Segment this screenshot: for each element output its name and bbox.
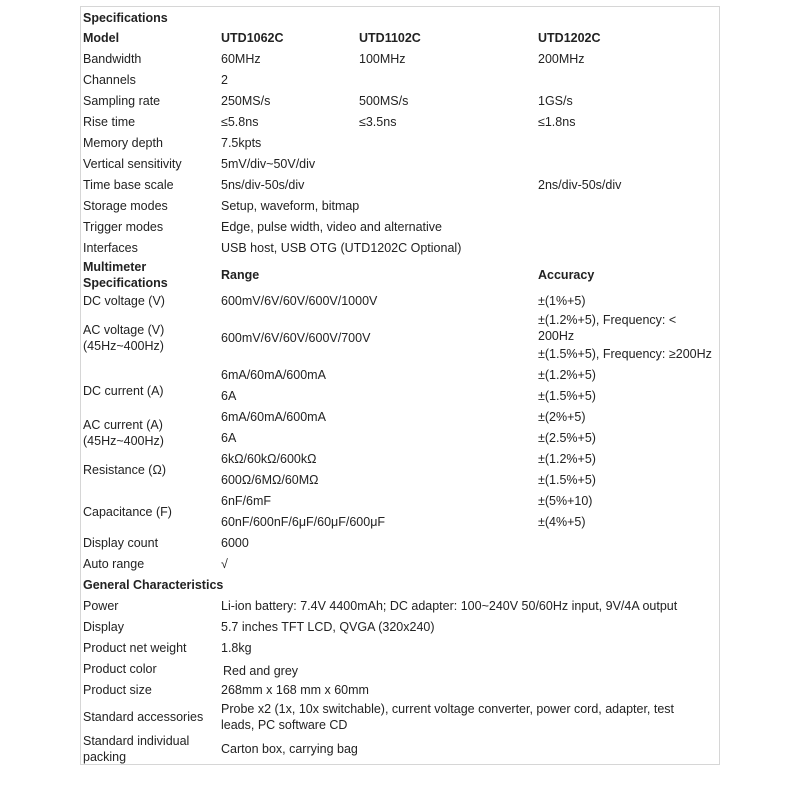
row-label: Interfaces — [83, 241, 138, 255]
cell-value: 268mm x 168 mm x 60mm — [221, 683, 369, 697]
cell-value: leads, PC software CD — [221, 718, 348, 732]
column-header: Accuracy — [538, 268, 595, 282]
check-mark: √ — [221, 557, 228, 571]
cell-value: ±(1.5%+5), Frequency: ≥200Hz — [538, 347, 712, 361]
cell-value: ≤3.5ns — [359, 115, 397, 129]
cell-value: 200Hz — [538, 329, 575, 343]
cell-value: 6nF/6mF — [221, 494, 272, 508]
cell-value: ±(1.2%+5) — [538, 452, 596, 466]
cell-value: Setup, waveform, bitmap — [221, 199, 360, 213]
cell-value: ±(1.2%+5), Frequency: < — [538, 313, 677, 327]
row-label: Memory depth — [83, 136, 163, 150]
cell-value: 500MS/s — [359, 94, 409, 108]
cell-value: 60MHz — [221, 52, 261, 66]
cell-value: ≤1.8ns — [538, 115, 576, 129]
row-label: Product color — [83, 662, 157, 676]
cell-value: Carton box, carrying bag — [221, 742, 358, 756]
cell-value: ±(1.5%+5) — [538, 389, 596, 403]
cell-value: 2 — [221, 73, 228, 87]
row-label: Bandwidth — [83, 52, 142, 66]
cell-value: 6A — [221, 389, 237, 403]
row-label: Sampling rate — [83, 94, 161, 108]
cell-value: 2ns/div-50s/div — [538, 178, 622, 192]
row-label: Rise time — [83, 115, 136, 129]
row-label: Product net weight — [83, 641, 187, 655]
row-label: packing — [83, 750, 127, 764]
cell-value: 5ns/div-50s/div — [221, 178, 305, 192]
row-label: Standard individual — [83, 734, 190, 748]
row-label: Channels — [83, 73, 136, 87]
section-title: Specifications — [83, 11, 168, 25]
row-label: Auto range — [83, 557, 145, 571]
cell-value: ±(1.5%+5) — [538, 473, 596, 487]
cell-value: ±(2.5%+5) — [538, 431, 596, 445]
cell-value: ≤5.8ns — [221, 115, 259, 129]
row-label: Time base scale — [83, 178, 174, 192]
cell-value: ±(1%+5) — [538, 294, 586, 308]
section-title: Specifications — [83, 276, 168, 290]
row-label: AC voltage (V) — [83, 323, 165, 337]
cell-value: 5.7 inches TFT LCD, QVGA (320x240) — [221, 620, 435, 634]
spec-table — [80, 6, 720, 765]
cell-value: 6000 — [221, 536, 249, 550]
section-title: Multimeter — [83, 260, 147, 274]
row-label: Trigger modes — [83, 220, 164, 234]
cell-value: 200MHz — [538, 52, 585, 66]
cell-value: 250MS/s — [221, 94, 271, 108]
cell-value: 6mA/60mA/600mA — [221, 410, 326, 424]
cell-value: Red and grey — [223, 664, 299, 678]
cell-value: 6kΩ/60kΩ/600kΩ — [221, 452, 317, 466]
section-title: General Characteristics — [83, 578, 224, 592]
cell-value: ±(1.2%+5) — [538, 368, 596, 382]
row-label: (45Hz~400Hz) — [83, 434, 164, 448]
column-header: Range — [221, 268, 260, 282]
model-name: UTD1102C — [359, 31, 421, 45]
model-name: UTD1202C — [538, 31, 601, 45]
cell-value: 1.8kg — [221, 641, 252, 655]
cell-value: ±(4%+5) — [538, 515, 586, 529]
row-label: Display count — [83, 536, 159, 550]
cell-value: 6A — [221, 431, 237, 445]
row-label: Display — [83, 620, 124, 634]
row-label: DC voltage (V) — [83, 294, 165, 308]
cell-value: Edge, pulse width, video and alternative — [221, 220, 442, 234]
row-label: (45Hz~400Hz) — [83, 339, 164, 353]
cell-value: 100MHz — [359, 52, 406, 66]
row-label: AC current (A) — [83, 418, 163, 432]
cell-value: 600mV/6V/60V/600V/1000V — [221, 294, 378, 308]
cell-value: 60nF/600nF/6μF/60μF/600μF — [221, 515, 386, 529]
row-label: Capacitance (F) — [83, 505, 172, 519]
cell-value: Li-ion battery: 7.4V 4400mAh; DC adapter: 100~240V 50/60Hz input, 9V/4A output — [221, 599, 678, 613]
cell-value: 6mA/60mA/600mA — [221, 368, 326, 382]
row-label: Standard accessories — [83, 710, 204, 724]
row-label: Power — [83, 599, 119, 613]
cell-value: ±(5%+10) — [538, 494, 593, 508]
cell-value: USB host, USB OTG (UTD1202C Optional) — [221, 241, 462, 255]
model-name: UTD1062C — [221, 31, 284, 45]
row-label: Resistance (Ω) — [83, 463, 166, 477]
row-label: Storage modes — [83, 199, 168, 213]
row-label: DC current (A) — [83, 384, 164, 398]
cell-value: 5mV/div~50V/div — [221, 157, 316, 171]
row-label: Product size — [83, 683, 152, 697]
cell-value: 600Ω/6MΩ/60MΩ — [221, 473, 319, 487]
cell-value: 1GS/s — [538, 94, 573, 108]
cell-value: 7.5kpts — [221, 136, 262, 150]
cell-value: ±(2%+5) — [538, 410, 586, 424]
cell-value: Probe x2 (1x, 10x switchable), current voltage converter, power cord, adapter, test — [221, 702, 675, 716]
row-label: Vertical sensitivity — [83, 157, 182, 171]
row-label: Model — [83, 31, 120, 45]
cell-value: 600mV/6V/60V/600V/700V — [221, 331, 371, 345]
